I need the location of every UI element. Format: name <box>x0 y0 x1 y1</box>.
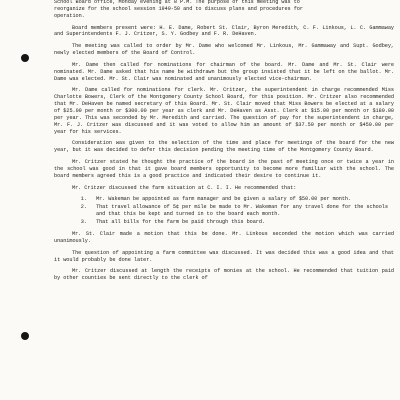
minutes-text <box>54 0 394 287</box>
header-line: operation. <box>54 12 85 19</box>
clerk-nomination-paragraph: Mr. Dame called for nominations for clerk. Mr. Critzer, the superintendent in charge recommended Miss Charlotte Bowers, Clerk of the Montgomery County School Board, for this position. Mr. Critzer also recommended that Mr. DeHaven be named secretary of this Board. Mr. St. Clair moved that Miss Bowers be elected at a salary of $25.00 per month or $300.00 per year as clerk and Mr. DeHaven as Asst. Clerk at $15.00 per month or $180.00 per year. This was seconded by Mr. Meredith and carried. The question of pay for the superintendent in charge, Mr. F. J. Critzer was discussed and it was voted to allow him an amount of $37.50 per month or $450.00 per year for his services. <box>54 87 394 135</box>
call-to-order-paragraph: The meeting was called to order by Mr. Dame who welcomed Mr. Linkous, Mr. Gammaway and Supt. Godbey, newly elected members of the Board of Control. <box>54 43 394 57</box>
recommendation-item: 3. That all bills for the farm be paid through this board. <box>90 219 394 226</box>
farm-committee-paragraph: The question of appointing a farm committee was discussed. It was decided this was a good idea and that it would probably be done later. <box>54 249 394 263</box>
header-paragraph <box>54 0 394 20</box>
members-present-paragraph: Board members present were: H. E. Dame, Robert St. Clair, Byron Meredith, C. F. Linkous, L. C. Gammaway and Superintendents F. J. Critzer, S. Y. Godbey and F. R. DeHaven. <box>54 24 394 38</box>
recommendation-item: 1. Mr. Wakeman be appointed as farm manager and be given a salary of $50.00 per month. <box>90 196 394 203</box>
punch-hole-bottom <box>21 332 29 340</box>
recommendation-item: 2. That travel allowance of 5¢ per mile be made to Mr. Wakeman for any travel done for the schools and that this be kept and turned in to the board each month. <box>90 204 394 218</box>
farm-recommendations-list <box>54 196 394 226</box>
motion-paragraph: Mr. St. Clair made a motion that this be done. Mr. Linkous seconded the motion which was carried unanimously. <box>54 231 394 244</box>
punch-hole-top <box>21 54 29 62</box>
header-line: School Board office, Monday evening at 8 P.M. The purpose of this meeting was to <box>54 0 300 5</box>
chairman-nomination-paragraph: Mr. Dame then called for nominations for chairman of the board. Mr. Dame and Mr. St. Clair were nominated. Mr. Dame asked that his name be withdrawn but the group insisted that it be left on the ballot. Mr. Dame was elected. Mr. St. Clair was nominated and unanimously elected vice-chairman. <box>54 61 394 82</box>
school-meetings-paragraph: Mr. Critzer stated he thought the practice of the board in the past of meeting once or twice a year in the school was good in that it gave board members opportunity to become more familiar with the school. The board members agreed this is a good practice and indicated their desire to continue it. <box>54 159 394 179</box>
farm-situation-paragraph: Mr. Critzer discussed the farm situation at C. I. I. He recommended that: <box>72 184 297 191</box>
meeting-schedule-paragraph: Consideration was given to the selection of the time and place for meetings of the board for the new year, but it was decided to defer this decision pending the meeting time of the Montgomery County Board. <box>54 140 394 154</box>
monies-receipts-paragraph: Mr. Critzer discussed at length the receipts of monies at the school. He recommended that tuition paid by other counties be sent directly to the clerk of <box>54 268 394 282</box>
header-line: reorganize for the school session 1949-50 and to discuss plans and procedures for <box>54 5 303 12</box>
